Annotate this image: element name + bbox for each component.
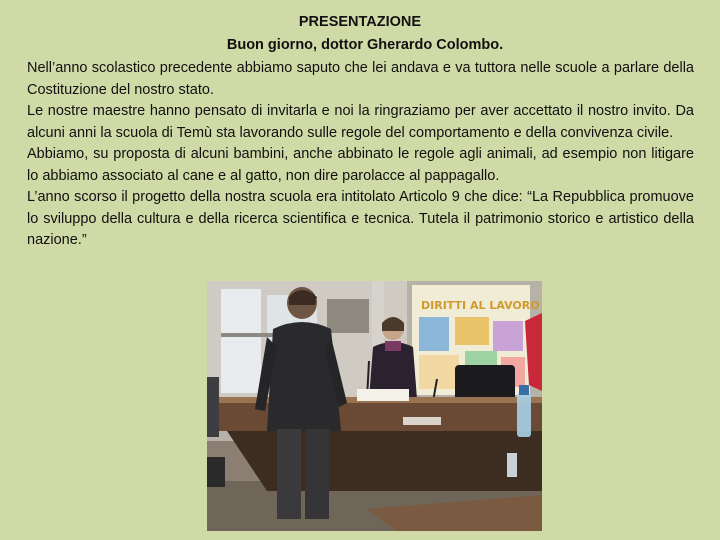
- slide-subtitle: Buon giorno, dottor Gherardo Colombo.: [226, 37, 504, 53]
- slide-title: PRESENTAZIONE: [298, 14, 422, 30]
- poster-heading: DIRITTI AL LAVORO: [421, 299, 540, 312]
- paragraph-1: Nell’anno scolastico precedente abbiamo saputo che lei andava e va tuttora nelle scuole a parlare della Costituzione del nostro stato.: [27, 60, 694, 98]
- body-text: [27, 58, 694, 252]
- paragraph-3: Abbiamo, su proposta di alcuni bambini, anche abbinato le regole agli animali, ad esempio non litigare lo abbiamo associato al cane e al gatto, non dire parolacce al pappagallo.: [27, 146, 694, 184]
- paragraph-4: L’anno scorso il progetto della nostra scuola era intitolato Articolo 9 che dice: “La Repubblica promuove lo sviluppo della cultura e della ricerca scientifica e tecnica. Tutela il patrimonio storico e artistico della nazione.”: [27, 189, 694, 248]
- paragraph-2: Le nostre maestre hanno pensato di invitarla e noi la ringraziamo per aver accettato il nostro invito. Da alcuni anni la scuola di Temù sta lavorando sulle regole del comportamento e della convivenza civile.: [27, 103, 694, 141]
- classroom-photo: [207, 281, 542, 531]
